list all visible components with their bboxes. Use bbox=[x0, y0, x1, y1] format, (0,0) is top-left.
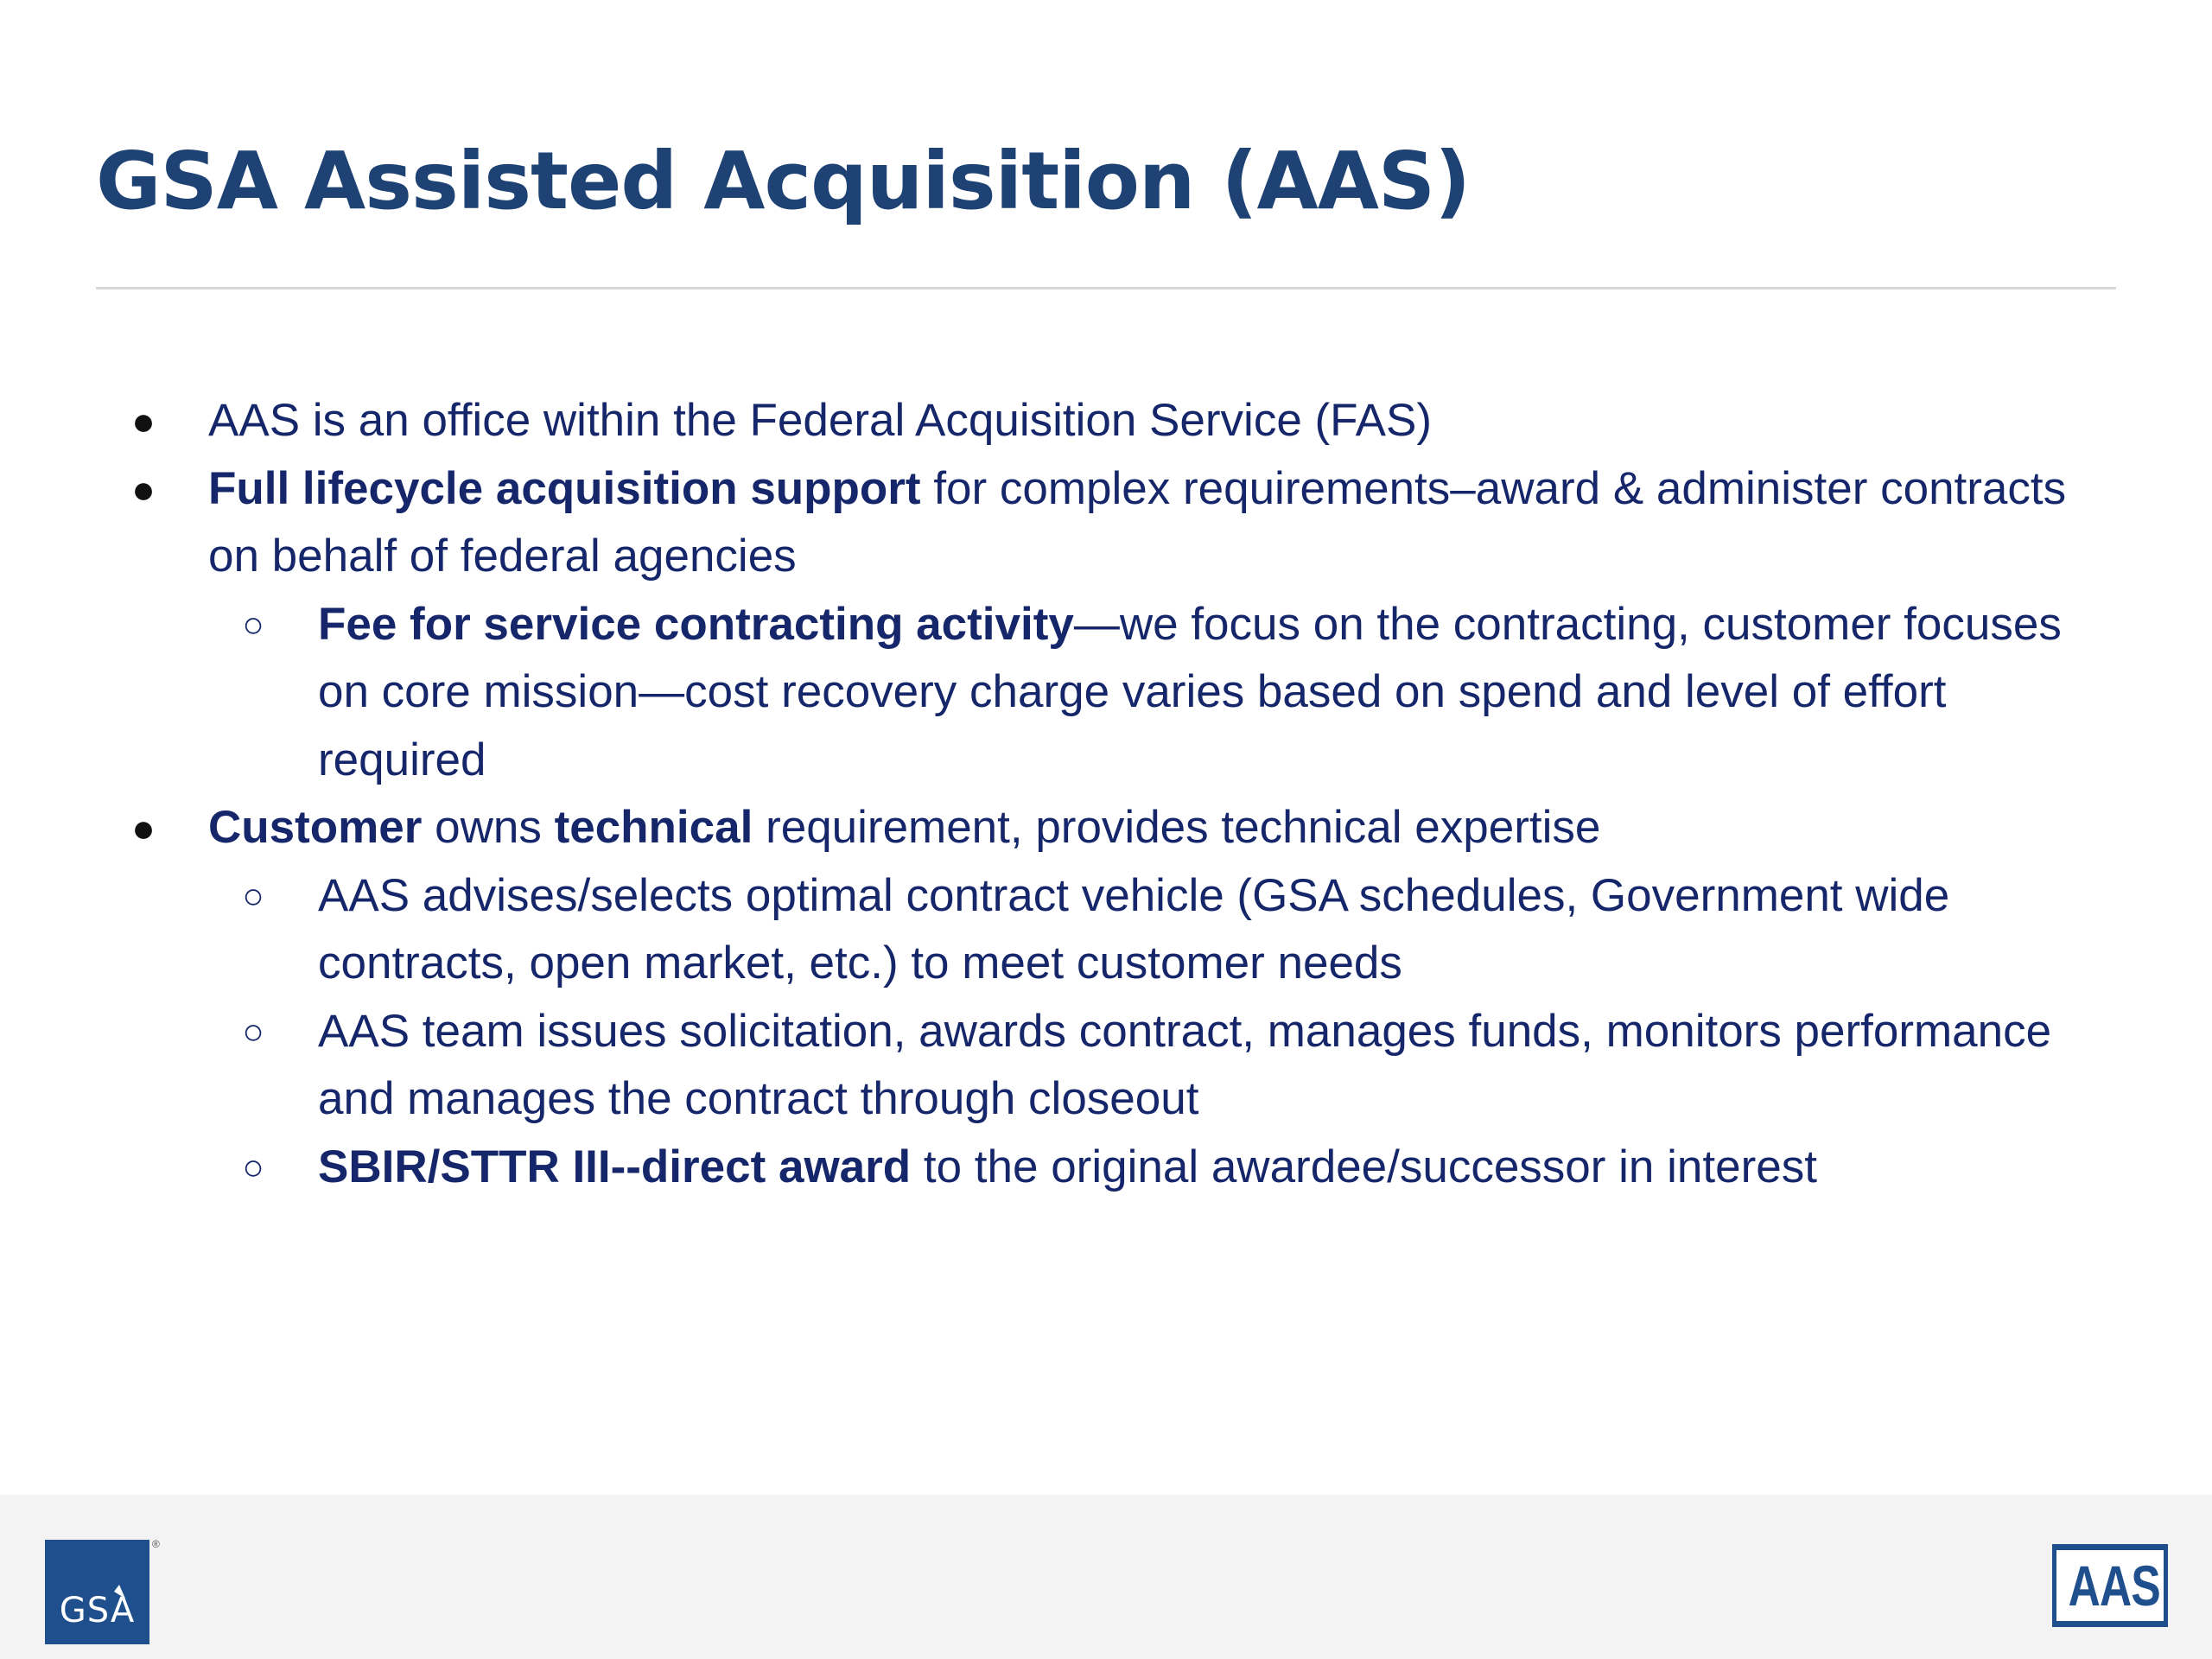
slide-footer bbox=[0, 1495, 2212, 1659]
sub-bullet-marker: ○ bbox=[242, 603, 264, 645]
gsa-logo-text: GSA bbox=[59, 1591, 136, 1630]
registered-mark: ® bbox=[152, 1538, 160, 1550]
bullet-text: —we focus on the contracting, customer focuses on core mission—cost recovery charge varies based on spend and level of effort required bbox=[318, 598, 2062, 785]
bullet-marker: ● bbox=[131, 398, 156, 443]
bullet-text: owns bbox=[422, 802, 555, 853]
bullet-text-bold: Full lifecycle acquisition support bbox=[208, 462, 921, 514]
bullet-marker: ● bbox=[131, 466, 156, 512]
bullet-item bbox=[0, 455, 2075, 591]
bullet-text-bold: Fee for service contracting activity bbox=[318, 598, 1074, 650]
gsa-logo bbox=[45, 1540, 149, 1644]
sub-bullet-item bbox=[0, 1134, 2081, 1202]
bullet-text: requirement, provides technical expertise bbox=[753, 802, 1601, 853]
bullet-text: for complex requirements–award & administer contracts on behalf of federal agencies bbox=[208, 462, 2067, 582]
slide-title: GSA Assisted Acquisition (AAS) bbox=[96, 135, 1471, 227]
bullet-text: AAS advises/selects optimal contract vehicle (GSA schedules, Government wide contracts, open market, etc.) to meet customer needs bbox=[318, 869, 1950, 988]
aas-logo-text: AAS bbox=[2068, 1554, 2161, 1618]
bullet-text-bold: Customer bbox=[208, 802, 423, 853]
title-divider bbox=[96, 287, 2116, 289]
sub-bullet-item bbox=[0, 998, 2081, 1134]
sub-bullet-marker: ○ bbox=[242, 1010, 264, 1052]
bullet-text: AAS team issues solicitation, awards contract, manages funds, monitors performance and manages the contract through closeout bbox=[318, 1005, 2052, 1124]
bullet-item bbox=[0, 387, 2075, 455]
bullet-text-bold: SBIR/STTR III--direct award bbox=[318, 1141, 912, 1192]
sub-bullet-item bbox=[0, 591, 2081, 795]
sub-bullet-marker: ○ bbox=[242, 1146, 264, 1187]
bullet-text: AAS is an office within the Federal Acquisition Service (FAS) bbox=[208, 395, 1432, 446]
sub-bullet-item bbox=[0, 862, 2081, 998]
bullet-list bbox=[0, 387, 2212, 1201]
bullet-marker: ● bbox=[131, 805, 156, 850]
bullet-text: to the original awardee/successor in interest bbox=[911, 1141, 1817, 1192]
bullet-item bbox=[0, 794, 2075, 862]
sub-bullet-marker: ○ bbox=[242, 874, 264, 916]
bullet-text-bold: technical bbox=[554, 802, 753, 853]
aas-logo bbox=[2052, 1544, 2168, 1627]
